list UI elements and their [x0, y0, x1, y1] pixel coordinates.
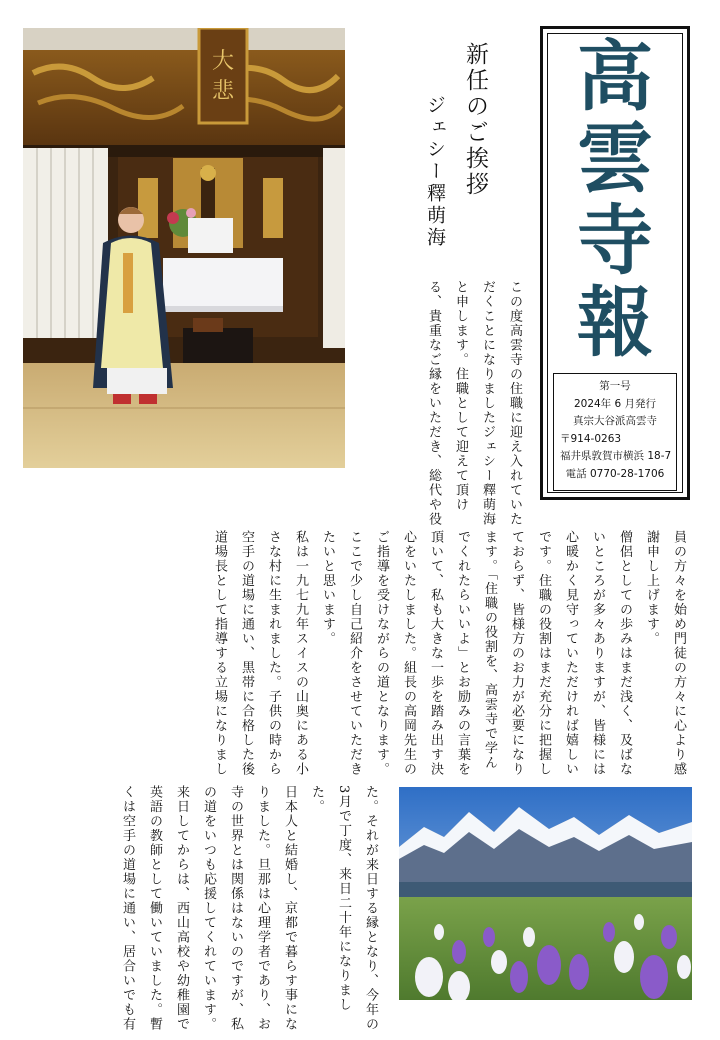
lower-line: くは空手の道場に通い、居合いでも有	[120, 785, 135, 1032]
body-line: 心暖かく見守っていただければ嬉しい	[563, 530, 578, 777]
article-heading	[460, 42, 490, 272]
author-name: ジェシー釋萌海	[424, 95, 446, 249]
body-line: です。住職の役割はまだ充分に把握し	[536, 530, 551, 777]
alps-crocus-photo	[399, 787, 692, 1000]
lower-line: 英語の教師として働いていました。暫	[147, 785, 162, 1032]
body-line: ておらず、皆様方のお力が必要になり	[509, 530, 524, 777]
postal-code: 〒914-0263	[560, 432, 622, 445]
body-line: いところが多々ありますが、皆様には	[590, 530, 605, 777]
title-char: 雲	[577, 114, 653, 203]
temple-photo	[23, 28, 345, 468]
body-line: 空手の道場に通い、黒帯に合格した後	[239, 530, 254, 777]
lower-line: た。	[309, 785, 324, 814]
body-line: 謝申し上げます。	[644, 530, 659, 646]
lower-line: 日本人と結婚し、京都で暮らす事にな	[282, 785, 297, 1032]
intro-line: だくことになりましたジェシー釋萌海	[480, 280, 495, 527]
newsletter-title	[543, 32, 687, 367]
body-line: 私は一九七九年スイスの山奥にある小	[293, 530, 308, 777]
phone-number: 電話 0770-28-1706	[565, 467, 665, 480]
title-char: 寺	[577, 196, 653, 285]
body-line: たいと思います。	[320, 530, 335, 646]
intro-paragraph	[388, 280, 528, 527]
intro-line: この度高雲寺の住職に迎え入れていた	[507, 280, 522, 527]
intro-line: る、貴重なご縁をいただき、総代や役	[426, 280, 441, 527]
body-line: でくれたらいいよ」とお励みの言葉を	[455, 530, 470, 777]
issue-date: 2024年 6 月発行	[573, 397, 657, 410]
article-byline	[420, 95, 450, 295]
body-line: ご指導を受けながらの道となります。	[374, 530, 389, 777]
body-line: ここで少し自己紹介をさせていただき	[347, 530, 362, 777]
lower-line: 来日してからは、西山高校や幼稚園で	[174, 785, 189, 1032]
address: 福井県敦賀市横浜 18-7	[560, 450, 672, 462]
svg-text:悲: 悲	[211, 79, 235, 104]
body-paragraph	[30, 530, 692, 780]
issue-number: 第一号	[599, 380, 631, 392]
body-line: さな村に生まれました。子供の時から	[266, 530, 281, 777]
body-line: 員の方々を始め門徒の方々に心より感	[671, 530, 686, 777]
masthead	[540, 26, 690, 500]
article-title: 新任のご挨拶	[462, 42, 488, 198]
body-line: ます。「住職の役割を、高雲寺で学ん	[482, 530, 497, 770]
body-line: 道場長として指導する立場になりまし	[212, 530, 227, 777]
body-line: 頂いて、私も大きな一歩を踏み出す決	[428, 530, 443, 777]
lower-line: 寺の世界とは関係はないのですが、私	[228, 785, 243, 1032]
lower-line: りました。旦那は心理学者であり、お	[255, 785, 270, 1032]
intro-line: と申します。住職として迎えて頂け	[453, 280, 468, 512]
temple-name: 真宗大谷派高雲寺	[573, 415, 657, 427]
body-line: 心をいたしました。組長の高岡先生の	[401, 530, 416, 777]
lower-paragraph	[48, 785, 384, 1032]
issue-info-box	[553, 373, 677, 491]
lower-line: の道をいつも応援してくれています。	[201, 785, 216, 1032]
lower-line: 3月で丁度、来日二十年になりまし	[336, 785, 351, 1013]
body-line: 僧侶としての歩みはまだ浅く、及ばな	[617, 530, 632, 777]
lower-line: た。それが来日する縁となり、今年の	[363, 785, 378, 1032]
title-char: 高	[577, 32, 653, 121]
svg-text:大: 大	[211, 49, 235, 74]
title-char: 報	[577, 278, 653, 367]
